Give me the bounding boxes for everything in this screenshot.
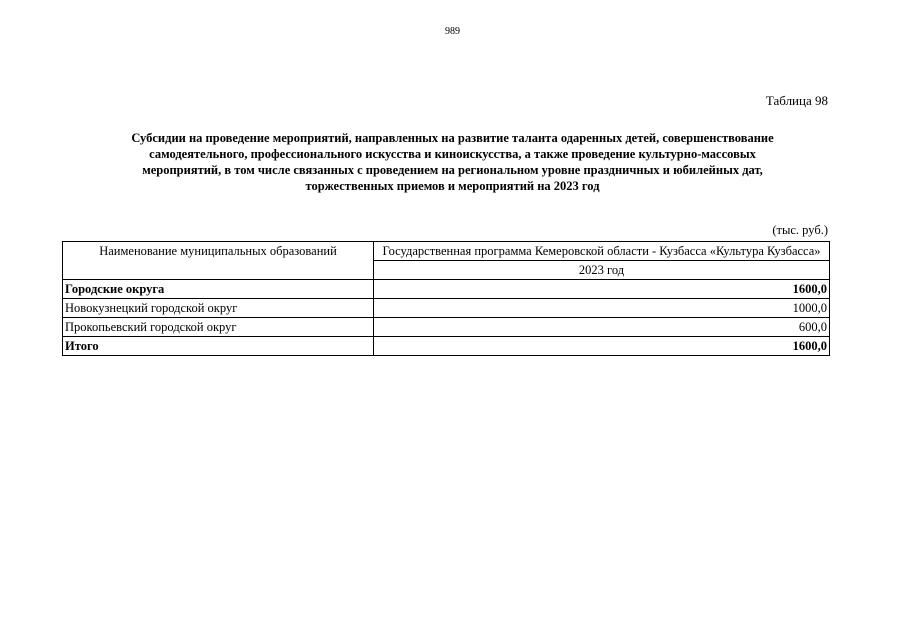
page-number: 989 <box>445 26 460 37</box>
title-line: Субсидии на проведение мероприятий, направленных на развитие таланта одаренных детей, совершенствование <box>131 131 774 145</box>
total-label: Итого <box>63 337 374 356</box>
units-label: (тыс. руб.) <box>772 223 828 237</box>
subsidy-value: 1000,0 <box>374 299 830 318</box>
table-row-total <box>63 337 830 356</box>
table-row <box>63 280 830 299</box>
title-line: торжественных приемов и мероприятий на 2023 год <box>305 179 600 193</box>
table-label: Таблица 98 <box>765 93 828 108</box>
table-row <box>63 299 830 318</box>
document-title <box>75 130 830 194</box>
municipality-name: Прокопьевский городской округ <box>63 318 374 337</box>
table-row <box>63 318 830 337</box>
table-header-row <box>63 242 830 261</box>
total-value: 1600,0 <box>374 337 830 356</box>
header-program: Государственная программа Кемеровской области - Кузбасса «Культура Кузбасса» <box>374 242 830 261</box>
header-year: 2023 год <box>374 261 830 280</box>
municipality-name: Городские округа <box>63 280 374 299</box>
title-line: самодеятельного, профессионального искусства и киноискусства, а также проведение культурно-массовых <box>149 147 756 161</box>
subsidy-value: 1600,0 <box>374 280 830 299</box>
municipality-name: Новокузнецкий городской округ <box>63 299 374 318</box>
title-line: мероприятий, в том числе связанных с проведением на региональном уровне праздничных и юбилейных дат, <box>142 163 763 177</box>
subsidy-value: 600,0 <box>374 318 830 337</box>
subsidy-table <box>62 241 830 356</box>
header-municipality: Наименование муниципальных образований <box>63 242 374 280</box>
